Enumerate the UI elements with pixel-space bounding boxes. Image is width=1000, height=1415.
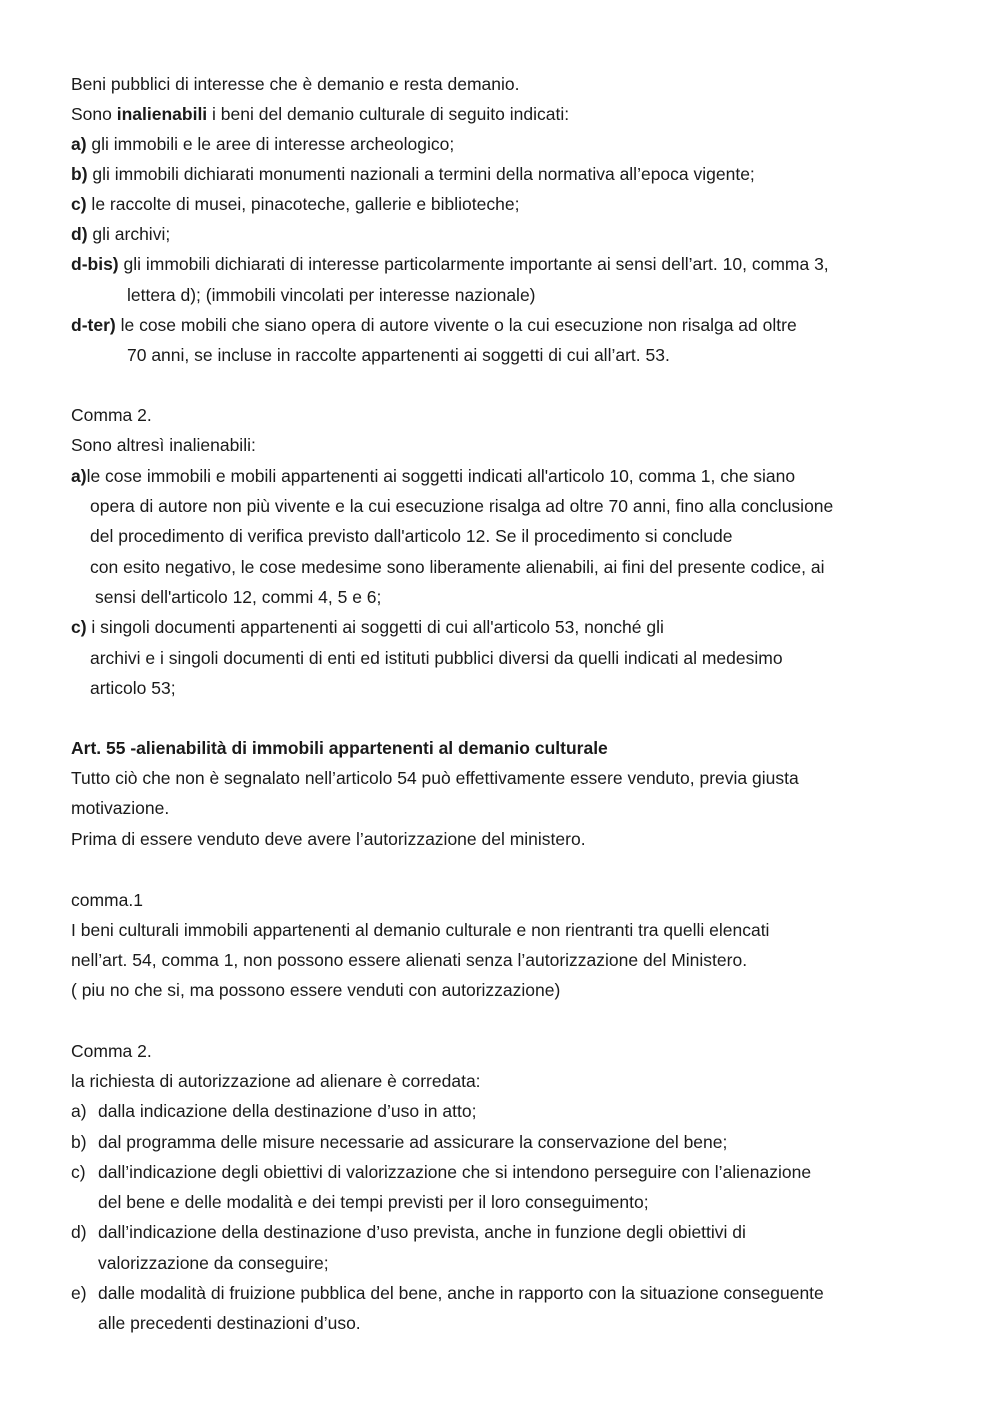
list-item-c-cont [98, 1187, 649, 1217]
section-heading [71, 1036, 152, 1066]
item-text: valorizzazione da conseguire; [98, 1253, 329, 1273]
heading-text: Comma 2. [71, 1041, 152, 1061]
list-item-d [71, 219, 170, 249]
lead-line [71, 430, 256, 460]
item-label: b) [71, 1132, 87, 1152]
list-item-c-cont [90, 643, 783, 673]
list-item-a-cont [90, 521, 732, 551]
item-text: dalla indicazione della destinazione d’uso in atto; [98, 1101, 477, 1121]
paragraph-text: ( piu no che si, ma possono essere venduti con autorizzazione) [71, 980, 561, 1000]
item-text: dall’indicazione degli obiettivi di valorizzazione che si intendono perseguire con l’alienazione [98, 1162, 812, 1182]
item-label: e) [71, 1283, 87, 1303]
list-item-b [71, 159, 755, 189]
item-label: a) [71, 1101, 87, 1121]
item-text: le raccolte di musei, pinacoteche, gallerie e biblioteche; [86, 194, 520, 214]
item-label: c) [71, 194, 87, 214]
list-item-d-ter [71, 310, 797, 340]
item-text: gli immobili dichiarati di interesse particolarmente importante ai sensi dell’art. 10, comma 3, [118, 254, 829, 274]
item-label: c) [71, 1162, 86, 1182]
list-item-a [71, 1096, 476, 1126]
item-text: dall’indicazione della destinazione d’uso prevista, anche in funzione degli obiettivi di [98, 1222, 746, 1242]
item-text: del bene e delle modalità e dei tempi previsti per il loro conseguimento; [98, 1192, 649, 1212]
list-item-a [71, 129, 454, 159]
paragraph-text: Prima di essere venduto deve avere l’autorizzazione del ministero. [71, 829, 586, 849]
lead-line [71, 99, 569, 129]
intro-line [71, 69, 519, 99]
lead-text-post: i beni del demanio culturale di seguito indicati: [207, 104, 570, 124]
item-text: gli archivi; [87, 224, 171, 244]
item-text: opera di autore non più vivente e la cui esecuzione risalga ad oltre 70 anni, fino alla conclusione [90, 496, 834, 516]
list-item-e-cont [98, 1308, 361, 1338]
paragraph-line [71, 915, 769, 945]
lead-text-pre: Sono [71, 104, 117, 124]
list-item-d-bis [71, 249, 829, 279]
paragraph-text: Tutto ciò che non è segnalato nell’articolo 54 può effettivamente essere venduto, previa giusta [71, 768, 799, 788]
paragraph-text: motivazione. [71, 798, 170, 818]
article-title [71, 733, 608, 763]
list-item-c [71, 1157, 811, 1187]
item-label: d) [71, 1222, 87, 1242]
list-item-c [71, 612, 664, 642]
lead-line [71, 1066, 481, 1096]
item-text: del procedimento di verifica previsto dall'articolo 12. Se il procedimento si conclude [90, 526, 733, 546]
paragraph-line [71, 824, 586, 854]
item-text: gli immobili e le aree di interesse archeologico; [86, 134, 455, 154]
item-label: c) [71, 617, 87, 637]
item-text: le cose immobili e mobili appartenenti ai soggetti indicati all'articolo 10, comma 1, che siano [86, 466, 796, 486]
item-text: articolo 53; [90, 678, 176, 698]
item-label: b) [71, 164, 88, 184]
paragraph-line [71, 793, 169, 823]
item-text: dalle modalità di fruizione pubblica del bene, anche in rapporto con la situazione conseguente [98, 1283, 824, 1303]
list-item-a [71, 461, 795, 491]
item-label: d-bis) [71, 254, 119, 274]
section-heading [71, 400, 152, 430]
list-item-d-bis-cont [127, 280, 536, 310]
list-item-a-cont [95, 582, 381, 612]
item-text: le cose mobili che siano opera di autore vivente o la cui esecuzione non risalga ad oltre [115, 315, 797, 335]
item-label: a) [71, 466, 87, 486]
heading-text: Comma 2. [71, 405, 152, 425]
list-item-e [71, 1278, 824, 1308]
item-label: d) [71, 224, 88, 244]
item-text: 70 anni, se incluse in raccolte appartenenti ai soggetti di cui all’art. 53. [127, 345, 670, 365]
heading-text: comma.1 [71, 890, 143, 910]
lead-text: Sono altresì inalienabili: [71, 435, 256, 455]
title-text: Art. 55 -alienabilità di immobili appartenenti al demanio culturale [71, 738, 608, 758]
paragraph-text: nell’art. 54, comma 1, non possono essere alienati senza l’autorizzazione del Ministero. [71, 950, 748, 970]
paragraph-line [71, 975, 560, 1005]
list-item-a-cont [90, 552, 824, 582]
item-text: lettera d); (immobili vincolati per interesse nazionale) [127, 285, 536, 305]
section-heading [71, 885, 143, 915]
list-item-c-cont [90, 673, 176, 703]
list-item-b [71, 1127, 727, 1157]
item-text: con esito negativo, le cose medesime sono liberamente alienabili, ai fini del presente codice, ai [90, 557, 825, 577]
paragraph-text: I beni culturali immobili appartenenti al demanio culturale e non rientranti tra quelli elencati [71, 920, 770, 940]
item-text: sensi dell'articolo 12, commi 4, 5 e 6; [95, 587, 382, 607]
item-text: gli immobili dichiarati monumenti nazionali a termini della normativa all’epoca vigente; [87, 164, 755, 184]
lead-text-bold: inalienabili [116, 104, 208, 124]
item-text: i singoli documenti appartenenti ai soggetti di cui all'articolo 53, nonché gli [86, 617, 664, 637]
list-item-d-ter-cont [127, 340, 670, 370]
item-label: a) [71, 134, 87, 154]
intro-text: Beni pubblici di interesse che è demanio e resta demanio. [71, 74, 520, 94]
paragraph-line [71, 763, 799, 793]
list-item-c [71, 189, 519, 219]
paragraph-line [71, 945, 747, 975]
item-text: dal programma delle misure necessarie ad assicurare la conservazione del bene; [98, 1132, 728, 1152]
item-text: alle precedenti destinazioni d’uso. [98, 1313, 361, 1333]
list-item-a-cont [90, 491, 833, 521]
list-item-d [71, 1217, 746, 1247]
lead-text: la richiesta di autorizzazione ad alienare è corredata: [71, 1071, 481, 1091]
item-label: d-ter) [71, 315, 116, 335]
list-item-d-cont [98, 1248, 329, 1278]
item-text: archivi e i singoli documenti di enti ed istituti pubblici diversi da quelli indicati al medesimo [90, 648, 783, 668]
